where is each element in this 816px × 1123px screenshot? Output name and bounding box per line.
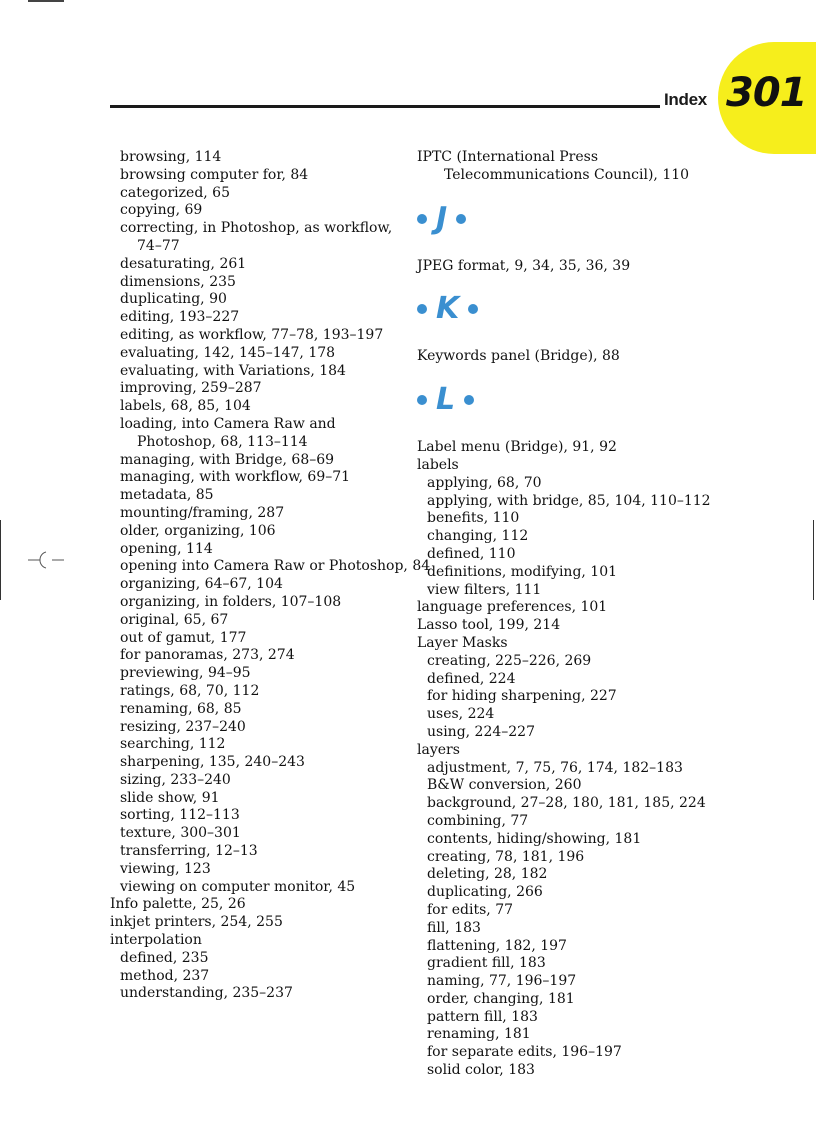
index-subentry: applying, 68, 70 [427, 474, 542, 491]
index-subentry: sizing, 233–240 [120, 771, 231, 788]
index-subentry: view filters, 111 [427, 581, 542, 598]
page-number: 301 [726, 70, 807, 116]
index-subentry: categorized, 65 [120, 184, 230, 201]
index-subentry: defined, 224 [427, 670, 516, 687]
index-subentry: editing, 193–227 [120, 309, 240, 326]
index-subentry: applying, with bridge, 85, 104, 110–112 [427, 492, 711, 509]
index-main-entry: Layer Masks [417, 634, 508, 651]
section-letter-heading [417, 198, 707, 240]
index-subentry: viewing, 123 [120, 860, 211, 877]
index-subentry: opening into Camera Raw or Photoshop, 84 [120, 558, 431, 575]
section-letter: L [436, 382, 456, 418]
bullet-dot-icon [417, 304, 427, 314]
section-letter: K [436, 291, 460, 327]
index-column-left [110, 149, 431, 1003]
index-column-right [417, 149, 711, 1080]
index-subentry: browsing computer for, 84 [120, 166, 309, 183]
index-main-entry: inkjet printers, 254, 255 [110, 914, 283, 931]
index-subentry: loading, into Camera Raw and Photoshop, 68, 113–114 [120, 415, 336, 450]
bullet-dot-icon [456, 214, 466, 224]
index-subentry: renaming, 68, 85 [120, 700, 242, 717]
index-subentry: for hiding sharpening, 227 [427, 688, 617, 705]
index-subentry: labels, 68, 85, 104 [120, 398, 251, 415]
section-letter-heading [417, 288, 707, 330]
index-main-entry: interpolation [110, 932, 202, 949]
index-subentry: transferring, 12–13 [120, 843, 258, 860]
index-main-entry: Label menu (Bridge), 91, 92 [417, 439, 617, 456]
running-head: Index [664, 90, 707, 109]
bullet-dot-icon [468, 304, 478, 314]
index-subentry: resizing, 237–240 [120, 718, 246, 735]
bullet-dot-icon [417, 395, 427, 405]
index-subentry: changing, 112 [427, 528, 529, 545]
index-subentry: understanding, 235–237 [120, 985, 293, 1002]
index-subentry: adjustment, 7, 75, 76, 174, 182–183 [427, 759, 683, 776]
index-subentry: combining, 77 [427, 812, 529, 829]
index-subentry: ratings, 68, 70, 112 [120, 682, 260, 699]
index-subentry: for separate edits, 196–197 [427, 1044, 622, 1061]
index-subentry: mounting/framing, 287 [120, 504, 285, 521]
bullet-dot-icon [464, 395, 474, 405]
index-subentry: organizing, 64–67, 104 [120, 576, 283, 593]
index-subentry: for panoramas, 273, 274 [120, 647, 295, 664]
index-subentry: naming, 77, 196–197 [427, 973, 577, 990]
index-subentry: sharpening, 135, 240–243 [120, 754, 305, 771]
index-subentry: viewing on computer monitor, 45 [120, 878, 356, 895]
index-subentry: original, 65, 67 [120, 611, 229, 628]
index-subentry: solid color, 183 [427, 1062, 535, 1079]
index-main-entry: language preferences, 101 [417, 599, 608, 616]
index-subentry: desaturating, 261 [120, 255, 247, 272]
index-subentry: B&W conversion, 260 [427, 777, 582, 794]
index-subentry: defined, 235 [120, 949, 209, 966]
header-rule [110, 105, 660, 108]
index-subentry: duplicating, 90 [120, 291, 227, 308]
index-subentry: duplicating, 266 [427, 884, 543, 901]
index-subentry: evaluating, with Variations, 184 [120, 362, 346, 379]
right-crop-line [813, 520, 814, 600]
index-main-entry: Info palette, 25, 26 [110, 896, 246, 913]
index-subentry: benefits, 110 [427, 510, 520, 527]
index-subentry: previewing, 94–95 [120, 665, 251, 682]
index-subentry: dimensions, 235 [120, 273, 236, 290]
index-subentry: defined, 110 [427, 545, 516, 562]
index-subentry: older, organizing, 106 [120, 522, 276, 539]
index-subentry: uses, 224 [427, 706, 495, 723]
index-subentry: browsing, 114 [120, 149, 222, 165]
index-subentry: metadata, 85 [120, 487, 214, 504]
index-subentry: renaming, 181 [427, 1026, 531, 1043]
index-subentry: using, 224–227 [427, 723, 536, 740]
index-subentry: deleting, 28, 182 [427, 866, 548, 883]
index-main-entry: Keywords panel (Bridge), 88 [417, 348, 620, 365]
index-subentry: order, changing, 181 [427, 990, 575, 1007]
index-subentry: slide show, 91 [120, 789, 220, 806]
index-subentry: for edits, 77 [427, 901, 514, 918]
registration-mark-icon [26, 548, 66, 572]
top-crop-mark [28, 0, 64, 2]
index-subentry: definitions, modifying, 101 [427, 563, 618, 580]
index-main-entry: JPEG format, 9, 34, 35, 36, 39 [417, 257, 631, 274]
index-main-entry: layers [417, 741, 460, 758]
index-main-entry: Lasso tool, 199, 214 [417, 617, 561, 634]
index-subentry: managing, with workflow, 69–71 [120, 469, 351, 486]
index-subentry: method, 237 [120, 967, 210, 984]
index-subentry: flattening, 182, 197 [427, 937, 567, 954]
index-subentry: pattern fill, 183 [427, 1008, 538, 1025]
index-subentry: texture, 300–301 [120, 825, 241, 842]
index-subentry: fill, 183 [427, 919, 481, 936]
index-subentry: managing, with Bridge, 68–69 [120, 451, 335, 468]
index-subentry: improving, 259–287 [120, 380, 262, 397]
index-subentry: searching, 112 [120, 736, 226, 753]
index-subentry: sorting, 112–113 [120, 807, 240, 824]
bullet-dot-icon [417, 214, 427, 224]
section-letter-heading [417, 379, 707, 421]
index-subentry: contents, hiding/showing, 181 [427, 830, 642, 847]
index-subentry: background, 27–28, 180, 181, 185, 224 [427, 795, 706, 812]
index-subentry: organizing, in folders, 107–108 [120, 593, 342, 610]
index-subentry: out of gamut, 177 [120, 629, 247, 646]
index-subentry: copying, 69 [120, 202, 203, 219]
left-crop-line [0, 520, 1, 600]
index-subentry: editing, as workflow, 77–78, 193–197 [120, 326, 384, 343]
index-subentry: creating, 78, 181, 196 [427, 848, 585, 865]
index-subentry: creating, 225–226, 269 [427, 652, 592, 669]
index-main-entry: IPTC (International Press Telecommunications Council), 110 [417, 149, 690, 183]
section-letter: J [436, 200, 448, 236]
index-main-entry: labels [417, 456, 459, 473]
index-subentry: gradient fill, 183 [427, 955, 546, 972]
index-subentry: correcting, in Photoshop, as workflow, 74–77 [120, 220, 393, 254]
index-subentry: evaluating, 142, 145–147, 178 [120, 344, 336, 361]
index-subentry: opening, 114 [120, 540, 213, 557]
